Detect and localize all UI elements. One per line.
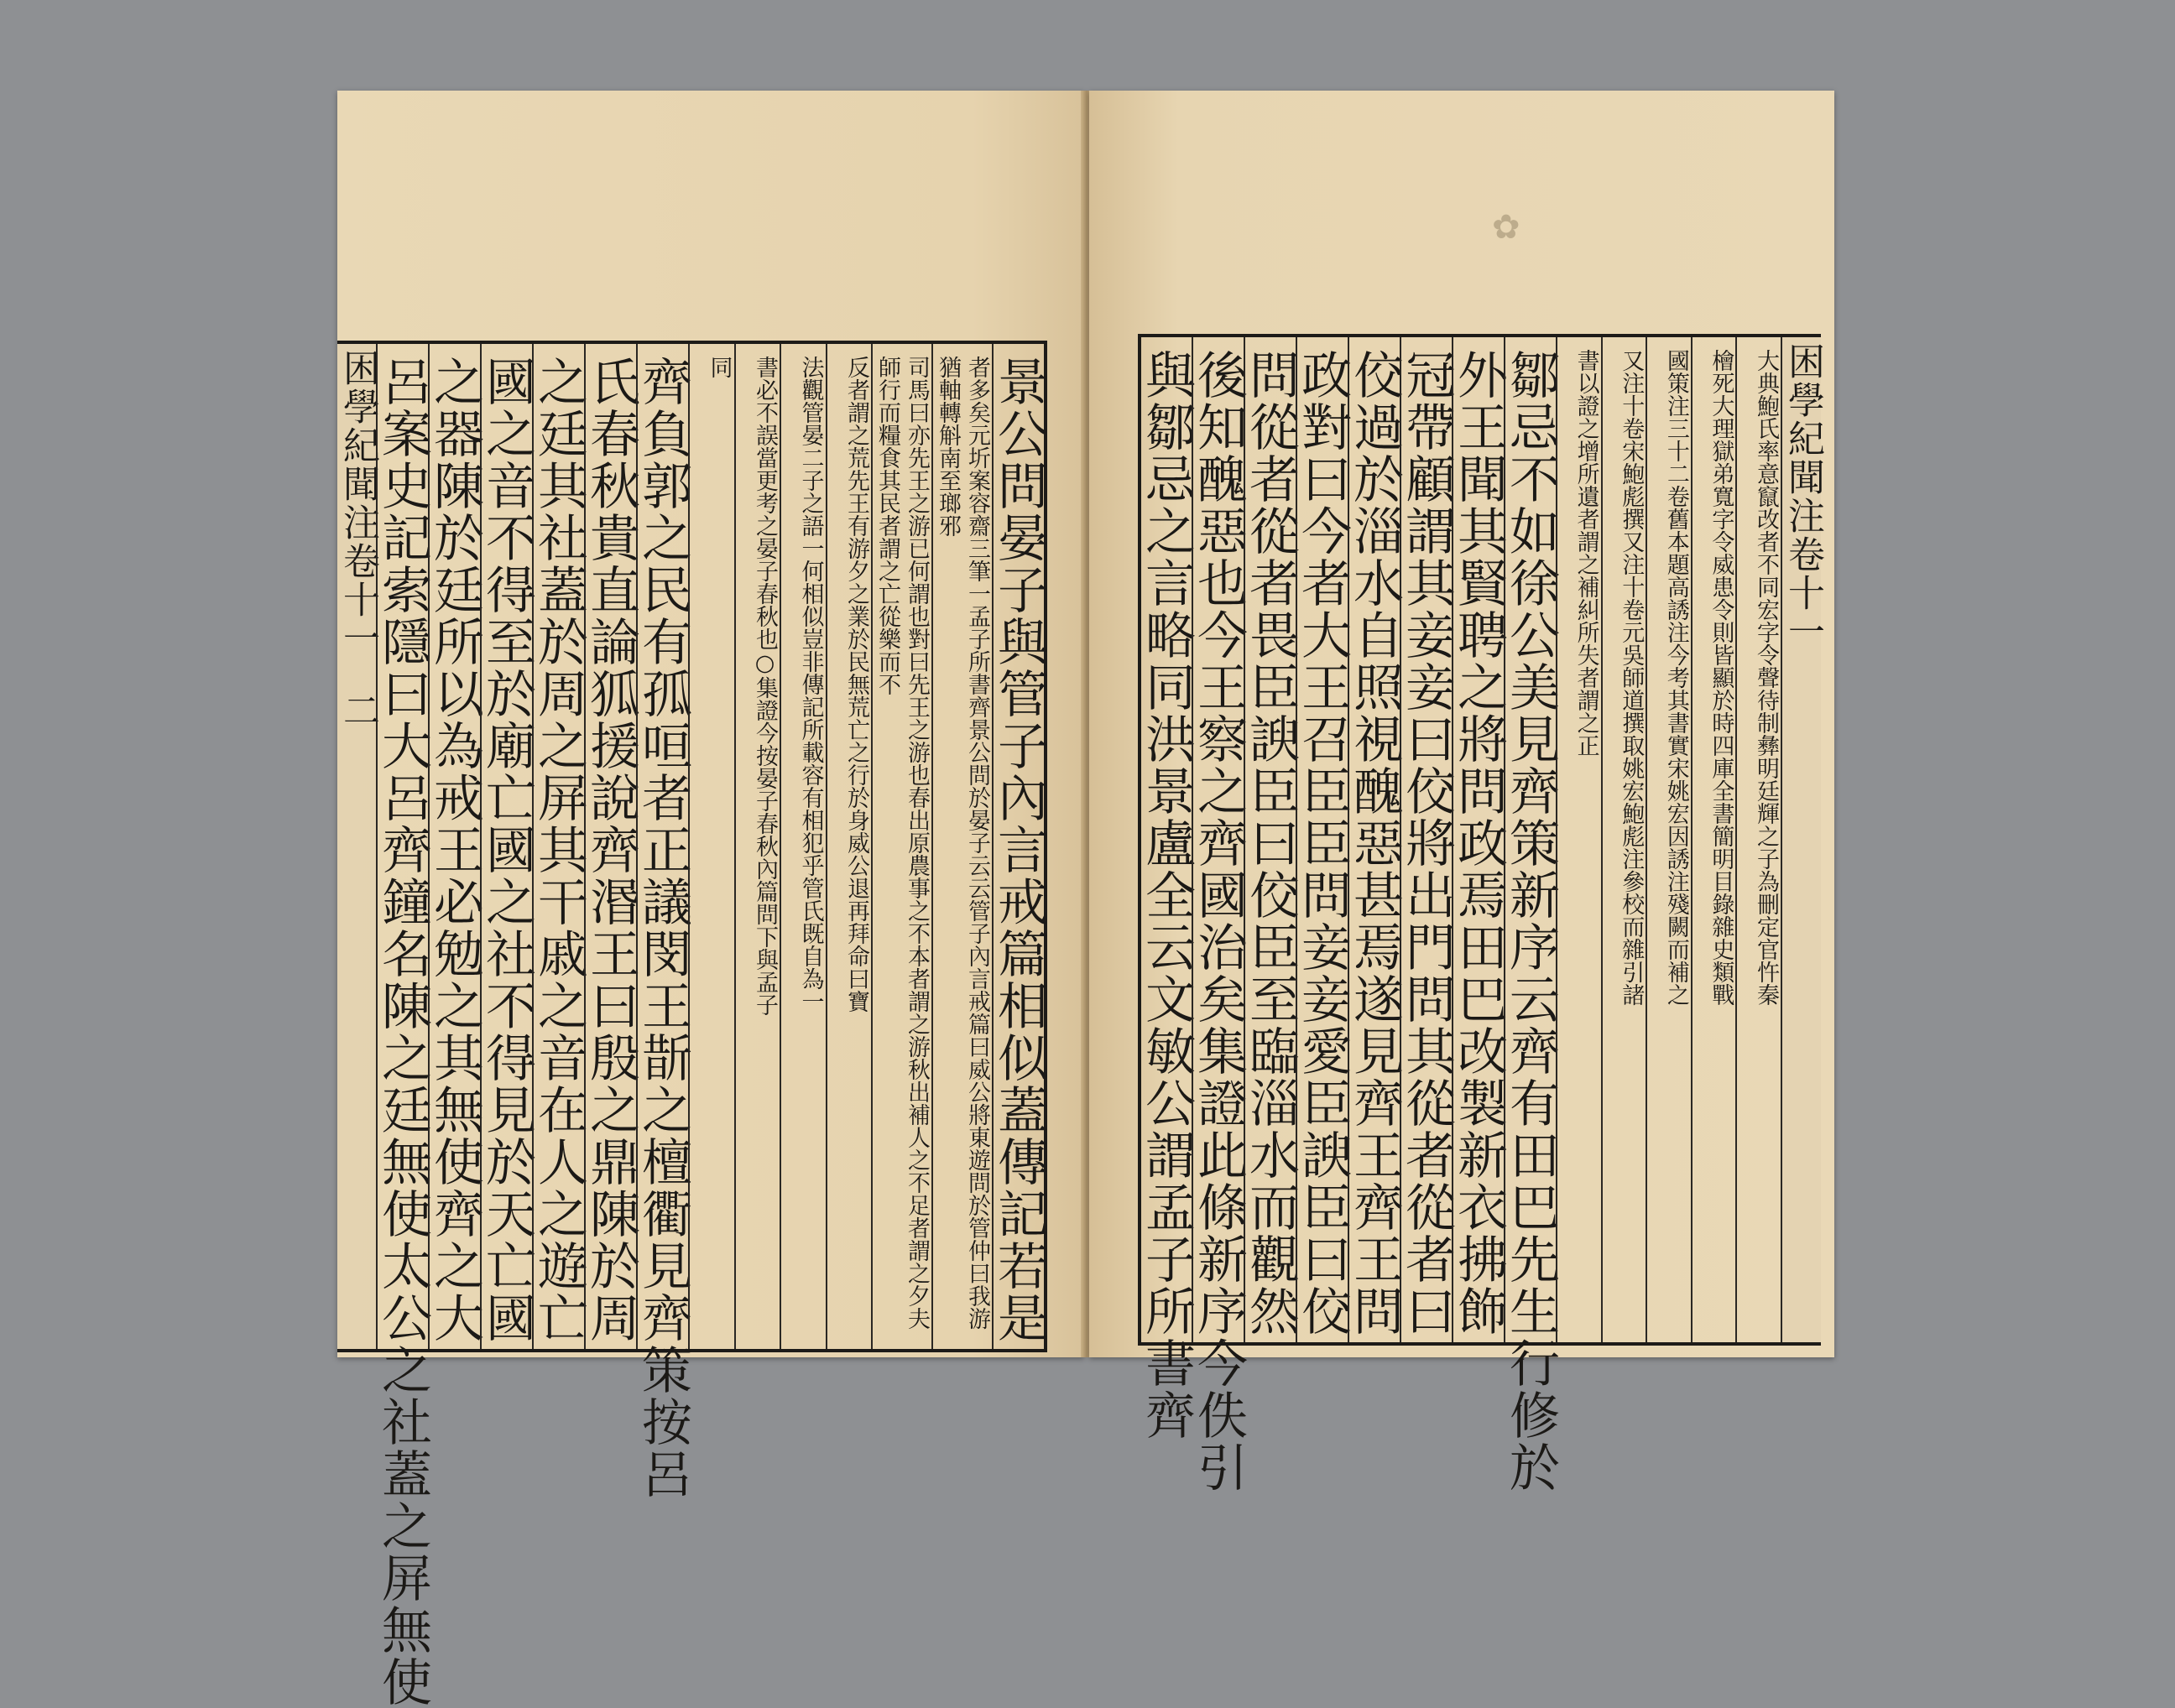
text-column: 大典鮑氏率意竄改者不同宏字令聲待制彝明廷輝之子為刪定官忤秦 xyxy=(1735,337,1781,1342)
text-column: 鄒忌不如徐公美見齊策新序云齊有田巴先生行修於 xyxy=(1504,337,1556,1342)
text-column: 冠帶顧謂其妾妾曰佼將出門問其從者從者曰 xyxy=(1400,337,1452,1342)
text-column: 反者謂之荒先王有游夕之業於民無荒亡之行於身威公退再拜命曰寶 xyxy=(826,344,872,1349)
right-text-frame xyxy=(1137,334,1824,1493)
text-column: 法觀管晏二子之語一何相似豈非傳記所載容有相犯乎管氏既自為一 xyxy=(780,344,826,1349)
text-column: 之器陳於廷所以為戒王必勉之其無使齊之大 xyxy=(428,344,480,1349)
text-column: 景公問晏子與管子內言戒篇相似蓋傳記若是 xyxy=(992,344,1044,1349)
text-column: 國策注三十二卷舊本題高誘注今考其書實宋姚宏因誘注殘闕而補之 xyxy=(1646,337,1691,1342)
margin-title: 困學紀聞注 xyxy=(1781,342,1824,535)
text-column: 呂案史記索隱曰大呂齊鐘名陳之廷無使太公之社蓋之屏無使 xyxy=(376,344,428,1349)
page-number: 二 xyxy=(336,691,379,730)
text-column: 氏春秋貴直論狐援說齊湣王曰殷之鼎陳於周 xyxy=(584,344,636,1349)
right-page xyxy=(1089,91,1834,1493)
text-column: 之廷其社蓋於周之屏其干戚之音在人之遊亡 xyxy=(532,344,584,1349)
margin-title-column xyxy=(1781,337,1824,1342)
margin-title-column xyxy=(336,344,379,1349)
text-column: 檜死大理獄弟寬字令威患令則皆顯於時四庫全書簡明目錄雜史類戰 xyxy=(1691,337,1736,1342)
text-column: 佼過於淄水自照視醜惡甚焉遂見齊王齊王問 xyxy=(1348,337,1400,1342)
text-column: 國之音不得至於廟亡國之社不得見於天亡國 xyxy=(480,344,532,1349)
text-column: 同 xyxy=(688,344,734,1349)
text-column: 外王聞其賢聘之將問政焉田巴改製新衣拂飾 xyxy=(1452,337,1504,1342)
text-column: 政對曰今者大王召臣臣問妾妾愛臣諛臣曰佼 xyxy=(1296,337,1348,1342)
text-column: 問從者從者畏臣諛臣曰佼臣至臨淄水而觀然 xyxy=(1244,337,1296,1342)
text-column: 又注十卷宋鮑彪撰又注十卷元吳師道撰取姚宏鮑彪注參校而雜引諸 xyxy=(1601,337,1646,1342)
left-text-frame xyxy=(336,341,1048,1708)
right-text-columns xyxy=(1137,337,1824,1493)
margin-juan: 卷十一 xyxy=(1781,535,1824,651)
text-column: 司馬曰亦先王之游已何謂也對曰先王之游也春出原農事之不本者謂之游秋出補人之不足者謂之夕夫師行而糧食其民者謂之亡從樂而不 xyxy=(871,344,931,1349)
text-column: 者多矣元圻案容齋三筆一孟子所書齊景公問於晏子云云管子內言戒篇曰威公將東遊問於管仲曰我游猶軸轉斛南至瑯邪 xyxy=(931,344,992,1349)
left-text-columns xyxy=(336,344,1048,1708)
left-page xyxy=(336,91,1084,1708)
text-column: 書以證之增所遺者謂之補糾所失者謂之正 xyxy=(1556,337,1601,1342)
margin-title: 困學紀聞注 xyxy=(336,349,379,542)
text-column: 後知醜惡也今王察之齊國治矣集證此條新序今佚引 xyxy=(1192,337,1244,1342)
text-column: 書必不誤當更考之晏子春秋也○集證今按晏子春秋內篇問下與孟子 xyxy=(734,344,780,1349)
margin-juan: 卷十一 xyxy=(336,542,379,658)
text-column: 齊負郭之民有孤咺者正議閔王斮之檀衢見齊策按呂 xyxy=(636,344,688,1349)
text-column: 與鄒忌之言略同洪景盧全云文敏公謂孟子所書齊 xyxy=(1137,349,1197,1441)
seal-stamp-icon: ✿ xyxy=(1492,208,1520,247)
